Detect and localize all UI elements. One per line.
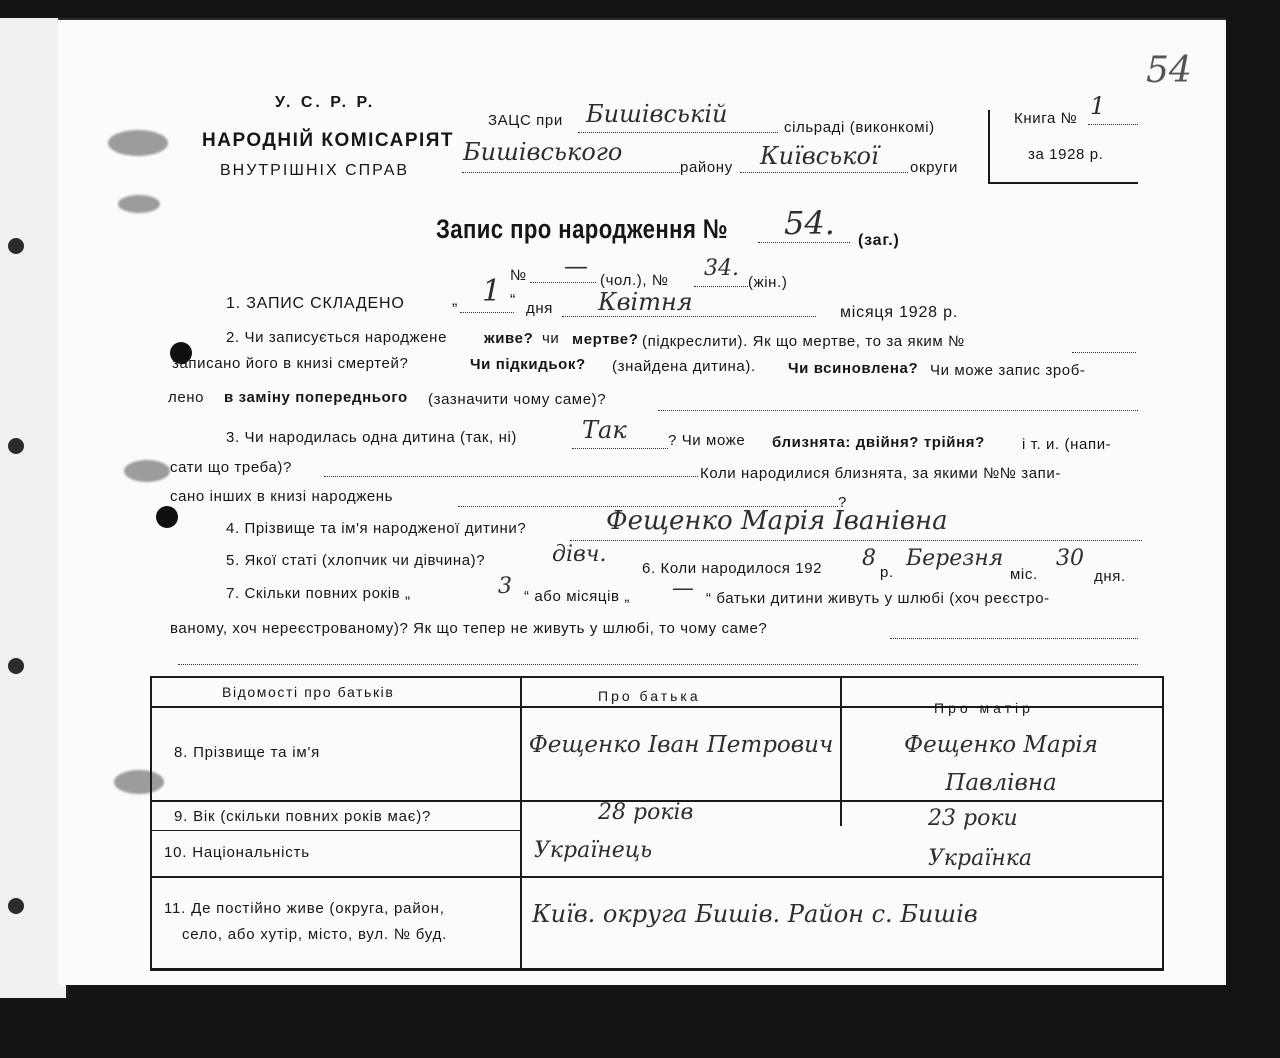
father-nationality-value: Українець [534, 838, 653, 863]
binding-hole [156, 506, 178, 528]
record-title: Запис про народження № [436, 214, 728, 244]
row-label-age: 9. Вік (скільки повних років має)? [174, 808, 432, 825]
residence-value: Київ. округа Бишів. Район с. Бишів [532, 900, 978, 928]
q3-line3-b: ? [838, 494, 847, 511]
q3-line2-dots [324, 476, 698, 477]
q5-label: 5. Якої статі (хлопчик чи дівчина)? [226, 552, 486, 569]
q1-month-year: місяця 1928 р. [840, 304, 959, 321]
q7-line2-dots [890, 638, 1138, 639]
q3-line1-c: і т. и. (напи- [1022, 436, 1112, 453]
q2-line2-c: Чи може запис зроб- [930, 362, 1086, 379]
mother-age-value: 23 роки [928, 806, 1018, 831]
male-number-line [530, 282, 596, 283]
q7-line1-b: “ або місяців „ [524, 588, 630, 605]
row-label-nationality: 10. Національність [164, 844, 310, 861]
table-header-parents: Відомості про батьків [222, 684, 395, 700]
book-year: за 1928 р. [1028, 146, 1104, 163]
q3-line2-a: сати що треба)? [170, 459, 292, 476]
record-number: 54. [784, 204, 835, 242]
book-box-border [988, 110, 990, 182]
table-column-divider [840, 676, 842, 826]
village-council-value: Бишівській [586, 100, 728, 128]
record-number-line [758, 242, 850, 243]
q2-foundling: Чи підкидьок? [470, 356, 586, 373]
ink-smudge [114, 770, 164, 794]
book-number: 1 [1090, 92, 1106, 120]
no-label: № [510, 267, 527, 284]
child-sex-value: дівч. [552, 542, 607, 567]
q6-label: 6. Коли народилося 192 [642, 560, 823, 577]
raion-label: району [680, 159, 733, 176]
q3-line2-b: Коли народилися близнята, за якими №№ запи- [700, 465, 1061, 482]
birth-day-value: 30 [1056, 546, 1084, 571]
q2-line1-a: 2. Чи записується народжене [226, 329, 448, 346]
silradi-label: сільраді (виконкомі) [784, 119, 935, 136]
ink-smudge [124, 460, 170, 482]
q2-replacement: в заміну попереднього [224, 389, 408, 406]
q1-month-value: Квітня [598, 288, 693, 316]
birth-day-label: дня. [1094, 568, 1126, 585]
q2-line2-b: (знайдена дитина). [612, 358, 756, 375]
table-border-left [150, 676, 152, 970]
q2-alive: живе? [484, 330, 534, 347]
q1-label: 1. ЗАПИС СКЛАДЕНО [226, 295, 405, 312]
q2-line1-b: (підкреслити). Як що мертве, то за яким № [642, 333, 965, 350]
table-header-mother: Про матір [934, 700, 1034, 716]
binding-hole [8, 238, 24, 254]
table-border-bottom [150, 968, 1164, 971]
district-value: Бишівського [463, 138, 623, 166]
father-age-value: 28 років [598, 800, 694, 825]
q3-twins: близнята: двійня? трійня? [772, 434, 985, 451]
table-border-top [150, 676, 1164, 678]
okrug-value: Київської [760, 142, 879, 170]
q1-dnia: дня [526, 300, 553, 317]
page-number: 54 [1146, 50, 1192, 91]
q4-label: 4. Прізвище та ім'я народженої дитини? [226, 520, 527, 537]
q2-line3-b: (зазначити чому саме)? [428, 391, 607, 408]
table-column-divider [520, 676, 522, 970]
row-label-name: 8. Прізвище та ім'я [174, 744, 321, 761]
ussr-label: У. С. Р. Р. [275, 94, 376, 111]
male-label: (чол.), № [600, 272, 669, 289]
marriage-years-value: 3 [498, 574, 512, 599]
zags-label: ЗАЦС при [488, 112, 563, 129]
q7-line2: ваному, хоч нереєстрованому)? Як що тепер не живуть у шлюбі, то чому саме? [170, 620, 768, 637]
table-header-father: Про батька [598, 688, 701, 704]
mother-nationality-value: Українка [928, 846, 1033, 871]
birth-year-digit: 8 [862, 546, 876, 571]
binding-hole [8, 898, 24, 914]
q2-death-number-line [1072, 352, 1136, 353]
female-number: 34. [704, 256, 739, 281]
marriage-months-value: — [672, 576, 694, 601]
department-label: ВНУТРІШНІХ СПРАВ [220, 162, 410, 179]
q7-line1-a: 7. Скільки повних років „ [226, 585, 411, 602]
q2-dead: мертве? [572, 331, 639, 348]
mother-name-value: Фещенко Марія Павлівна [904, 732, 1098, 796]
q1-day-open: „ [452, 292, 459, 309]
record-zag: (заг.) [858, 232, 900, 249]
table-border-right [1162, 676, 1164, 970]
ink-smudge [118, 195, 160, 213]
district-line [462, 172, 680, 173]
q2-adopted: Чи всиновлена? [788, 360, 919, 377]
q3-line3-a: сано інших в книзі народжень [170, 488, 394, 505]
q1-month-line [562, 316, 816, 317]
child-name-line [570, 540, 1142, 541]
q1-day-line [460, 312, 514, 313]
q3-line1-a: 3. Чи народилась одна дитина (так, ні) [226, 429, 517, 446]
male-number: — [564, 252, 588, 280]
q3-single-answer: Так [582, 416, 627, 444]
okrug-label: округи [910, 159, 959, 176]
female-label: (жін.) [748, 274, 788, 291]
row-label-residence-line1: 11. Де постійно живе (округа, район, [164, 900, 445, 917]
birth-year-r: р. [880, 564, 894, 581]
birth-month-value: Березня [906, 546, 1004, 571]
book-label: Книга № [1014, 110, 1078, 127]
row-label-residence-line2: село, або хутір, місто, вул. № буд. [182, 926, 448, 943]
q3-line1-b: ? Чи може [668, 432, 746, 449]
birth-record-page [58, 18, 1226, 985]
q3-answer-line [572, 448, 668, 449]
q2-line2-a: записано його в книзі смертей? [172, 355, 409, 372]
village-council-line [578, 132, 778, 133]
q2-or: чи [542, 330, 560, 347]
q1-day-value: 1 [482, 274, 502, 309]
q1-day-close: “ [510, 292, 517, 309]
table-row-divider [150, 876, 1164, 878]
book-box-border [988, 182, 1138, 184]
father-name-value: Фещенко Іван Петрович [528, 732, 834, 758]
table-row-divider [150, 830, 520, 831]
q2-line3-a: лено [168, 389, 205, 406]
binding-hole [8, 658, 24, 674]
binding-hole [8, 438, 24, 454]
book-number-line [1088, 124, 1138, 125]
female-number-line [694, 286, 748, 287]
commissariat-label: НАРОДНІЙ КОМІСАРІЯТ [202, 130, 455, 151]
ink-smudge [108, 130, 168, 156]
q7-line3-dots [178, 664, 1138, 665]
q2-line3-dots [658, 410, 1138, 411]
child-name-value: Фещенко Марія Іванівна [606, 506, 948, 536]
okrug-line [740, 172, 908, 173]
q7-line1-c: “ батьки дитини живуть у шлюбі (хоч реєстро- [706, 590, 1050, 607]
birth-month-label: міс. [1010, 566, 1038, 583]
